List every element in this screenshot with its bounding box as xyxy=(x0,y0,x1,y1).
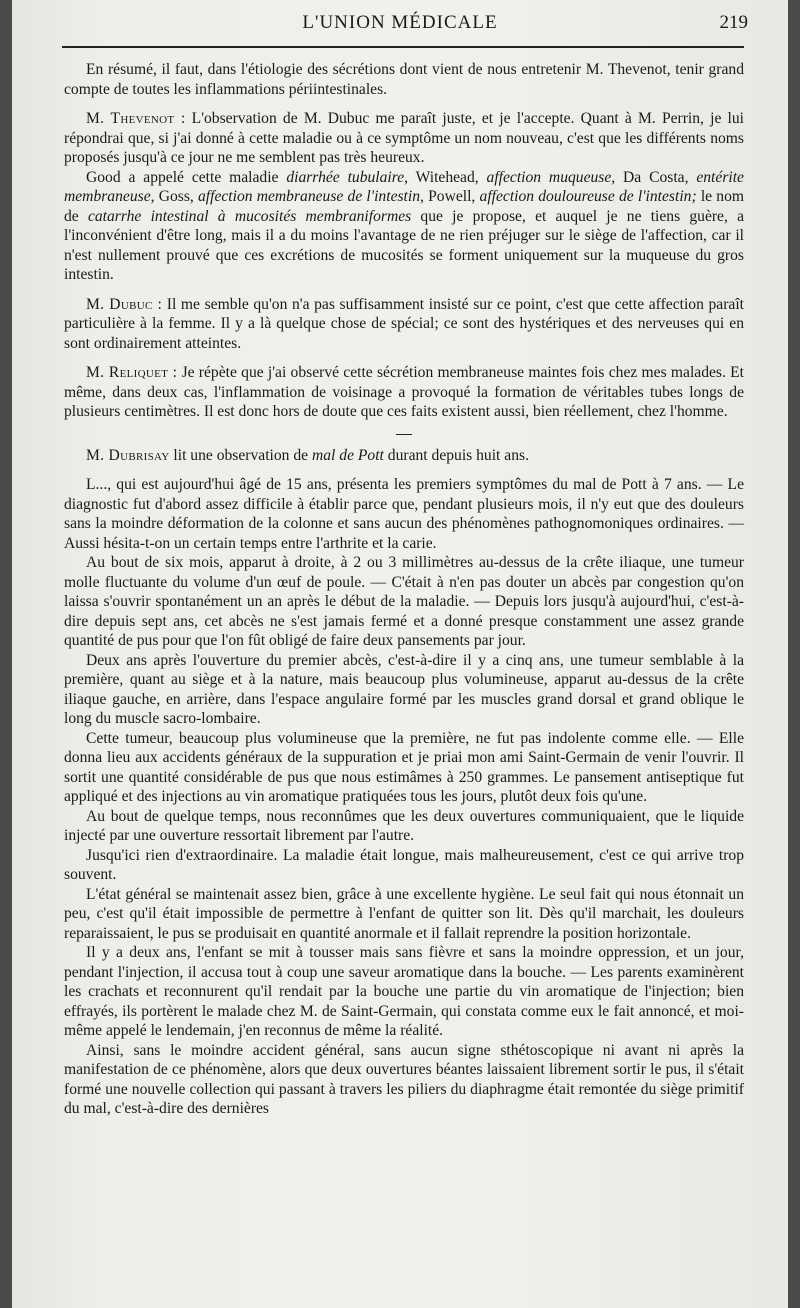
journal-title: L'UNION MÉDICALE xyxy=(302,12,498,33)
paragraph: M. Thevenot : L'observation de M. Dubuc me paraît juste, et je l'accepte. Quant à M. Perrin, je lui répondrai que, si j'ai donné à cette maladie ou à ce symptôme un nom nouveau, c'est que les différents noms proposés jusqu'à ce jour ne me semblent pas très heureux. xyxy=(64,110,744,166)
header-rule xyxy=(62,46,744,48)
paragraph: Au bout de quelque temps, nous reconnûmes que les deux ouvertures communiquaient, que le liquide injecté par une ouverture ressortait librement par l'autre. xyxy=(64,807,744,844)
page-header xyxy=(52,12,748,40)
paragraph: L'état général se maintenait assez bien, grâce à une excellente hygiène. Le seul fait qui nous étonnait un peu, c'est qu'il était impossible de permettre à l'enfant de quitter son lit. Dès qu'il marchait, les douleurs reparaissaient, le pus se produisait en quantité anormale et il fallait reprendre la position horizontale. xyxy=(64,885,744,942)
speaker-name: M. Dubuc : xyxy=(86,295,163,313)
speaker-name: M. Dubrisay xyxy=(86,446,170,464)
speaker-name: M. Reliquet : xyxy=(86,364,178,381)
journal-page xyxy=(12,0,788,1308)
paragraph: L..., qui est aujourd'hui âgé de 15 ans, présenta les premiers symptômes du mal de Pott à 7 ans. — Le diagnostic fut d'abord assez difficile à établir parce que, pendant plusieurs mois, il n'y eut que des douleurs sans la moindre déformation de la colonne et sans aucun des phénomènes pathognomoniques ordinaires. — Aussi hésita-t-on un certain temps entre l'arthrite et la carie. xyxy=(64,476,744,552)
paragraph: Au bout de six mois, apparut à droite, à 2 ou 3 millimètres au-dessus de la crête iliaque, une tumeur molle fluctuante du volume d'un œuf de poule. — C'était à n'en pas douter un abcès par congestion qu'on laissa s'ouvrir spontanément un an après le début de la maladie. — Depuis lors jusqu'à aujourd'hui, c'est-à-dire depuis sept ans, cet abcès ne s'est jamais fermé et a donné presque constamment une assez grande quantité de pus pour que l'on fût obligé de faire deux pansements par jour. xyxy=(64,554,744,649)
paragraph: M. Dubrisay lit une observation de mal de Pott durant depuis huit ans. xyxy=(86,446,529,464)
paragraph: Cette tumeur, beaucoup plus volumineuse que la première, ne fut pas indolente comme elle. — Elle donna lieu aux accidents généraux de la suppuration et je priai mon ami Saint-Germain de venir l'ouvrir. Il sortit une quantité considérable de pus que nous estimâmes à 250 grammes. Le pansement antiseptique fut appliqué et des injections au vin aromatique pratiquées tous les jours, plutôt deux fois qu'une. xyxy=(64,729,744,805)
paragraph: Jusqu'ici rien d'extraordinaire. La maladie était longue, mais malheureusement, c'est ce qui arrive trop souvent. xyxy=(64,846,744,883)
section-separator xyxy=(64,426,744,436)
paragraph: En résumé, il faut, dans l'étiologie des sécrétions dont vient de nous entretenir M. Thevenot, tenir grand compte de toutes les inflammations périintestinales. xyxy=(64,61,744,98)
paragraph: Good a appelé cette maladie diarrhée tubulaire, Witehead, affection muqueuse, Da Costa, entérite membraneuse, Goss, affection membraneuse de l'intestin, Powell, affection douloureuse de l'intestin; le nom de catarrhe intestinal à mucosités membraniformes que je propose, et auquel je ne tiens guère, a l'inconvénient d'être long, mais il a du moins l'avantage de ne rien préjuger sur le siège de l'affection, car il n'est nullement prouvé que ces excrétions de mucosités se forment uniquement sur la muqueuse du gros intestin. xyxy=(64,168,745,283)
paragraph: M. Reliquet : Je répète que j'ai observé cette sécrétion membraneuse maintes fois chez mes malades. Et même, dans deux cas, l'inflammation de voisinage a provoqué la formation de véritables tubes longs de plusieurs centimètres. Il est donc hors de doute que ces faits existent aussi, bien réellement, chez l'homme. xyxy=(64,364,744,420)
paragraph: Deux ans après l'ouverture du premier abcès, c'est-à-dire il y a cinq ans, une tumeur semblable à la première, quant au siège et à la nature, mais beaucoup plus volumineuse, apparut au-dessus de la crête iliaque gauche, en arrière, dans l'espace angulaire formé par les muscles grand dorsal et grand oblique le long du muscle sacro-lombaire. xyxy=(64,651,744,727)
paragraph: Il y a deux ans, l'enfant se mit à tousser mais sans fièvre et sans la moindre oppression, et un jour, pendant l'injection, il accusa tout à coup une saveur aromatique dans la bouche. — Les parents examinèrent les crachats et reconnurent qu'il rendait par la bouche une partie du vin aromatique de l'injection; bien effrayés, ils portèrent le malade chez M. de Saint-Germain, qui constata comme eux le fait annoncé, et moi-même appelé le lendemain, j'en reconnus de même la réalité. xyxy=(64,944,744,1039)
paragraph: Ainsi, sans le moindre accident général, sans aucun signe sthétoscopique ni avant ni après la manifestation de ce phénomène, alors que deux ouvertures béantes laissaient librement sortir le pus, il s'était formé une nouvelle collection qui passant à travers les piliers du diaphragme était remontée du siège primitif du mal, c'est-à-dire des dernières xyxy=(64,1041,744,1117)
speaker-name: M. Thevenot : xyxy=(86,110,186,127)
paragraph: M. Dubuc : Il me semble qu'on n'a pas suffisamment insisté sur ce point, c'est que cette affection paraît particulière à la femme. Il y a là quelque chose de spécial; ce sont des hystériques et des nerveuses qui en sont ordinairement atteintes. xyxy=(64,295,744,352)
page-number: 219 xyxy=(719,12,748,33)
article-body xyxy=(64,60,744,1119)
